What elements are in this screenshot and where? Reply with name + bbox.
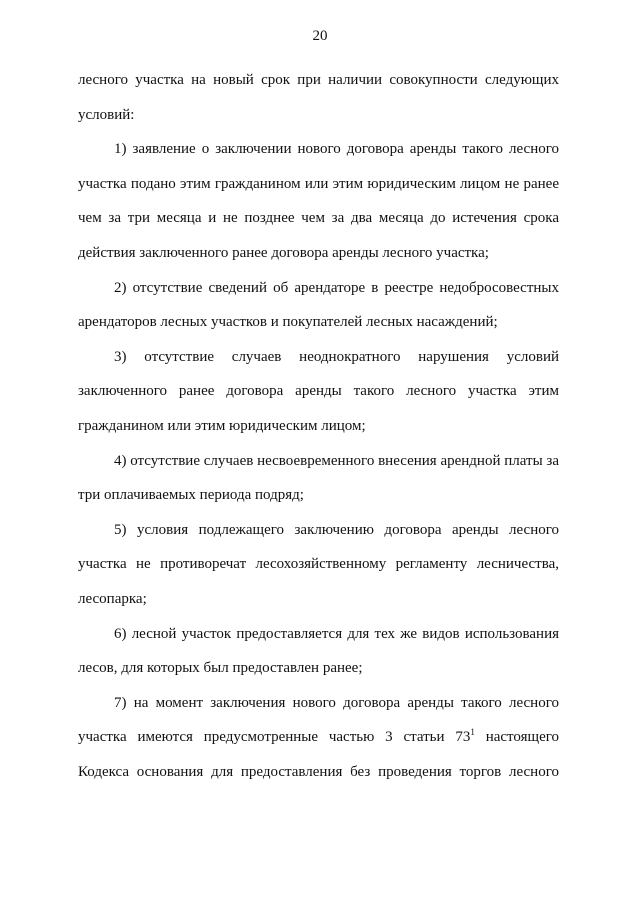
text-line: 6) лесной участок предоставляется для тех же видов использования	[114, 625, 559, 642]
text-line: чем за три месяца и не позднее чем за два месяца до истечения срока	[78, 210, 559, 227]
text-line	[78, 720, 559, 755]
text-line: лесопарка;	[78, 590, 147, 607]
text-line: 2) отсутствие сведений об арендаторе в реестре недобросовестных	[114, 279, 559, 296]
page-number: 20	[312, 28, 328, 44]
text-line: арендаторов лесных участков и покупателей лесных насаждений;	[78, 314, 498, 331]
paragraph	[78, 340, 559, 444]
text-line: Кодекса основания для предоставления без проведения торгов лесного	[78, 763, 559, 780]
text-fragment: участка имеются предусмотренные частью 3 статьи 73	[78, 729, 471, 746]
text-line: участка подано этим гражданином или этим юридическим лицом не ранее	[78, 175, 559, 192]
paragraph	[78, 63, 559, 132]
paragraph	[78, 132, 559, 270]
text-line: лесного участка на новый срок при наличии совокупности следующих	[78, 72, 559, 88]
text-line: 7) на момент заключения нового договора аренды такого лесного	[114, 694, 559, 711]
superscript-mark: 1	[470, 727, 475, 738]
paragraph	[78, 444, 559, 513]
text-line: 3) отсутствие случаев неоднократного нарушения условий	[114, 348, 559, 365]
text-line: действия заключенного ранее договора аренды лесного участка;	[78, 244, 489, 261]
text-fragment: настоящего	[474, 729, 559, 746]
text-line: 1) заявление о заключении нового договора аренды такого лесного	[114, 141, 559, 158]
text-line: 5) условия подлежащего заключению договора аренды лесного	[114, 521, 559, 538]
text-line: лесов, для которых был предоставлен ранее;	[78, 660, 363, 677]
paragraph	[78, 617, 559, 686]
text-line: три оплачиваемых периода подряд;	[78, 487, 304, 504]
paragraph	[78, 271, 559, 340]
text-line: гражданином или этим юридическим лицом;	[78, 417, 366, 434]
text-line: условий:	[78, 106, 135, 123]
text-line: участка не противоречат лесохозяйственному регламенту лесничества,	[78, 556, 559, 573]
text-line: 4) отсутствие случаев несвоевременного внесения арендной платы за	[114, 452, 559, 469]
paragraph	[78, 513, 559, 617]
text-line: заключенного ранее договора аренды такого лесного участка этим	[78, 383, 559, 400]
document-body	[78, 63, 559, 789]
paragraph	[78, 686, 559, 790]
